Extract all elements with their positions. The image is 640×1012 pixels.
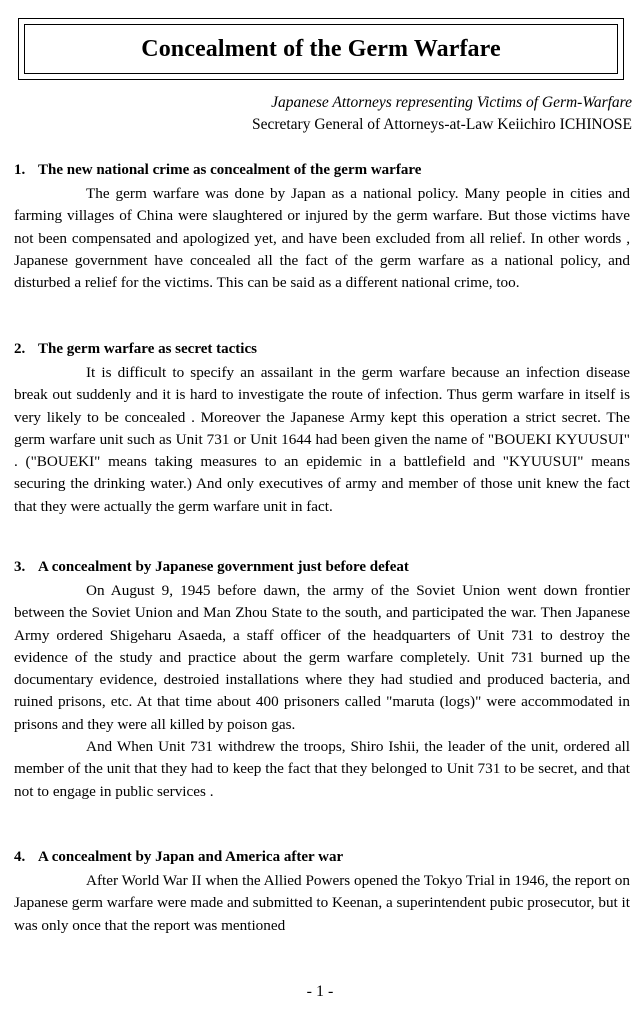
section-4 <box>14 847 630 937</box>
title-inner-frame <box>24 24 618 74</box>
section-paragraph: And When Unit 731 withdrew the troops, Shiro Ishii, the leader of the unit, ordered all member of the unit that they had to keep the fact that they belonged to Unit 731 to be secret, and that not to engage in public services . <box>14 738 630 800</box>
section-heading <box>14 557 630 577</box>
section-3 <box>14 557 630 803</box>
section-1 <box>14 160 630 294</box>
section-paragraph: The germ warfare was done by Japan as a national policy. Many people in cities and farming villages of China were slaughtered or injured by the germ warfare. But those victims have not been compensated and apologized yet, and have been excluded from all relief. In other words , Japanese government have concealed all the fact of the germ warfare as a national policy, and disturbed a relief for the victims. This can be said as a different national crime, too. <box>14 185 630 292</box>
section-number: 3. <box>14 559 26 575</box>
section-title: A concealment by Japanese government just before defeat <box>38 559 409 575</box>
section-heading <box>14 847 630 867</box>
byline-author: Secretary General of Attorneys-at-Law Keiichiro ICHINOSE <box>251 116 632 133</box>
section-number: 2. <box>14 341 26 357</box>
section-paragraph: After World War II when the Allied Powers opened the Tokyo Trial in 1946, the report on Japanese germ warfare were made and submitted to Keenan, a superintendent pubic prosecutor, but it was only once that the report was mentioned <box>14 872 630 934</box>
section-heading <box>14 339 630 359</box>
section-number: 1. <box>14 162 26 178</box>
section-title: The germ warfare as secret tactics <box>38 341 257 357</box>
section-heading <box>14 160 630 180</box>
document-title: Concealment of the Germ Warfare <box>141 35 501 62</box>
section-number: 4. <box>14 849 26 865</box>
page-number: - 1 - <box>306 983 334 1000</box>
section-paragraph: It is difficult to specify an assailant in the germ warfare because an infection disease break out suddenly and it is hard to investigate the route of infection. Thus germ warfare in itself is very likely to be concealed . Moreover the Japanese Army kept this operation a strict secret. The germ warfare unit such as Unit 731 or Unit 1644 had been given the name of "BOUEKI KYUUSUI" . ("BOUEKI" means taking measures to an epidemic in a battlefield and "KYUUSUI" means securing the drinking water.) And only executives of army and member of those unit knew the fact that they were actually the germ warfare unit in fact. <box>14 364 630 515</box>
section-title: A concealment by Japan and America after war <box>38 849 344 865</box>
byline-organization: Japanese Attorneys representing Victims of Germ-Warfare <box>271 94 632 111</box>
section-paragraph: On August 9, 1945 before dawn, the army of the Soviet Union went down frontier between the Soviet Union and Man Zhou State to the south, and participated the war. Then Japanese Army ordered Shigeharu Asaeda, a staff officer of the headquarters of Unit 731 to destroy the evidence of the study and practice about the germ warfare completely. Unit 731 burned up the documentary evidence, destroied installations where they had studied and produced bacteria, and ruined prisons, etc. At that time about 400 prisoners called "maruta (logs)" were accommodated in prisons and they were all killed by poison gas. <box>14 582 630 733</box>
section-2 <box>14 339 630 518</box>
title-frame <box>18 18 624 80</box>
section-title: The new national crime as concealment of the germ warfare <box>38 162 422 178</box>
